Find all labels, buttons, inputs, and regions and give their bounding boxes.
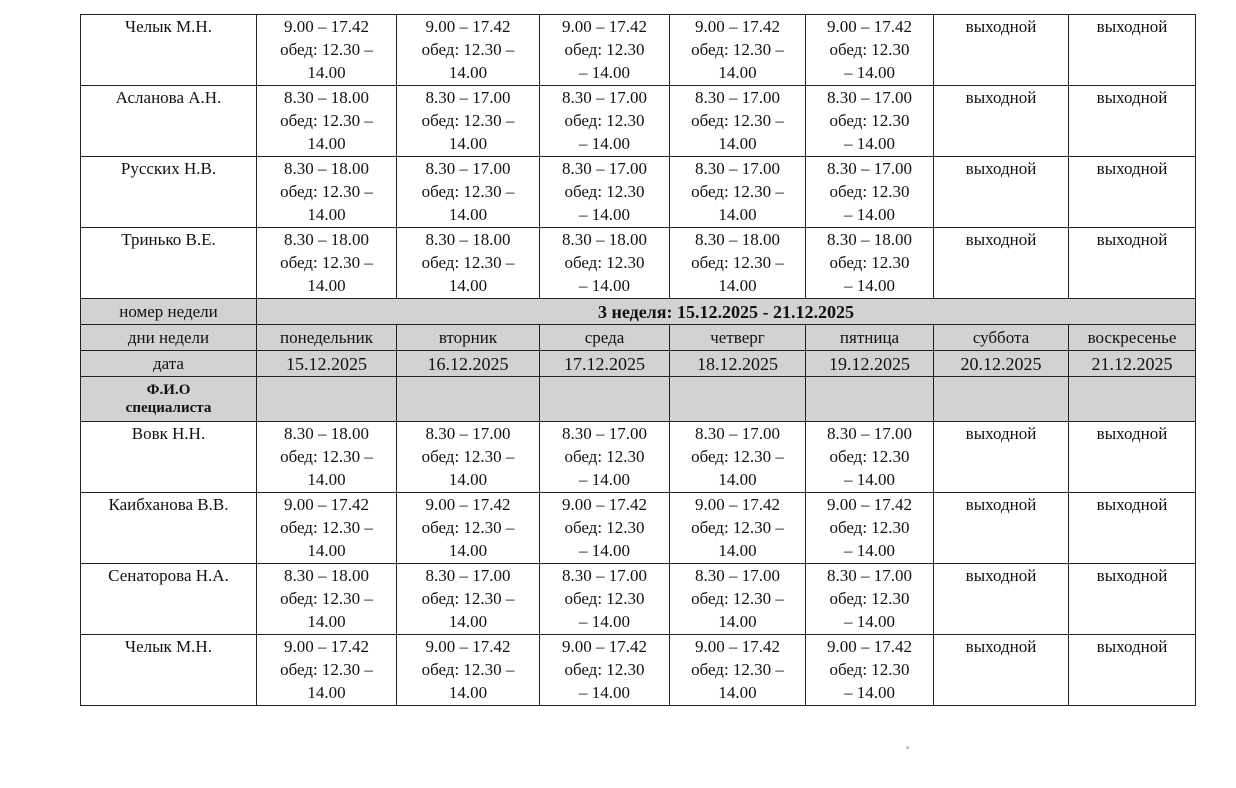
work-hours-line: 14.00 xyxy=(718,63,757,82)
work-hours-line: обед: 12.30 xyxy=(829,40,910,59)
work-hours-line: 8.30 – 17.00 xyxy=(827,566,912,585)
work-hours-cell xyxy=(540,228,670,299)
work-hours-line: 8.30 – 17.00 xyxy=(562,159,647,178)
work-hours-line: обед: 12.30 – xyxy=(280,447,373,466)
work-hours-line: обед: 12.30 – xyxy=(691,253,784,272)
work-hours-line: обед: 12.30 – xyxy=(691,182,784,201)
work-hours-line: обед: 12.30 – xyxy=(421,253,515,272)
date-friday: 19.12.2025 xyxy=(806,351,934,377)
work-hours-line: 14.00 xyxy=(718,205,757,224)
work-hours-cell xyxy=(806,635,934,706)
work-hours-line: обед: 12.30 – xyxy=(421,447,515,466)
work-hours-line: обед: 12.30 xyxy=(829,111,910,130)
work-hours-cell xyxy=(670,422,806,493)
work-hours-line: обед: 12.30 – xyxy=(421,40,515,59)
work-hours-line: 8.30 – 17.00 xyxy=(695,88,780,107)
fio-header-line1: Ф.И.О xyxy=(146,382,191,398)
date-tuesday: 16.12.2025 xyxy=(397,351,540,377)
work-hours-line: 9.00 – 17.42 xyxy=(425,637,511,656)
work-hours-line: 14.00 xyxy=(448,205,488,224)
work-hours-line: 14.00 xyxy=(448,683,488,702)
work-hours-cell xyxy=(397,228,540,299)
work-hours-line: 8.30 – 17.00 xyxy=(425,159,511,178)
week-header xyxy=(81,299,1196,422)
work-hours-line: 8.30 – 17.00 xyxy=(562,88,647,107)
employee-row xyxy=(81,86,1196,157)
work-hours-cell xyxy=(806,86,934,157)
work-hours-line: 8.30 – 17.00 xyxy=(827,424,912,443)
work-hours-line: обед: 12.30 – xyxy=(280,660,373,679)
work-hours-cell xyxy=(397,422,540,493)
work-hours-line: обед: 12.30 xyxy=(564,253,645,272)
work-hours-line: – 14.00 xyxy=(844,134,895,153)
day-off-cell: выходной xyxy=(1069,15,1196,86)
day-off-cell: выходной xyxy=(1069,493,1196,564)
work-hours-cell xyxy=(806,228,934,299)
work-hours-line: 14.00 xyxy=(718,612,757,631)
day-name-wednesday: среда xyxy=(540,325,670,351)
work-hours-cell xyxy=(397,493,540,564)
work-hours-line: обед: 12.30 – xyxy=(280,518,373,537)
date-saturday: 20.12.2025 xyxy=(934,351,1069,377)
work-hours-line: обед: 12.30 – xyxy=(691,111,784,130)
fio-blank-cell xyxy=(806,377,934,422)
work-hours-line: 14.00 xyxy=(448,134,488,153)
day-off-cell: выходной xyxy=(934,564,1069,635)
work-hours-line: 8.30 – 17.00 xyxy=(425,424,511,443)
work-hours-line: обед: 12.30 xyxy=(564,182,645,201)
day-off-cell: выходной xyxy=(1069,564,1196,635)
work-hours-line: обед: 12.30 xyxy=(829,660,910,679)
work-hours-line: – 14.00 xyxy=(579,470,630,489)
work-hours-line: – 14.00 xyxy=(844,683,895,702)
work-hours-line: обед: 12.30 xyxy=(829,253,910,272)
work-hours-line: 14.00 xyxy=(307,134,346,153)
employee-name: Асланова А.Н. xyxy=(81,86,257,157)
work-hours-line: 9.00 – 17.42 xyxy=(827,637,912,656)
work-hours-line: 14.00 xyxy=(718,470,757,489)
fio-blank-cell xyxy=(540,377,670,422)
date-monday: 15.12.2025 xyxy=(257,351,397,377)
work-hours-cell xyxy=(540,564,670,635)
work-hours-line: – 14.00 xyxy=(844,612,895,631)
fio-blank-cell xyxy=(934,377,1069,422)
work-hours-cell xyxy=(257,422,397,493)
work-hours-line: 8.30 – 17.00 xyxy=(695,159,780,178)
employee-row xyxy=(81,635,1196,706)
work-hours-line: обед: 12.30 – xyxy=(691,589,784,608)
employee-name: Челык М.Н. xyxy=(81,635,257,706)
day-off-cell: выходной xyxy=(1069,157,1196,228)
work-hours-line: – 14.00 xyxy=(579,683,630,702)
work-hours-cell xyxy=(257,86,397,157)
schedule-sheet xyxy=(80,14,1195,706)
employee-row xyxy=(81,422,1196,493)
work-hours-line: 14.00 xyxy=(307,276,346,295)
day-name-monday: понедельник xyxy=(257,325,397,351)
work-hours-line: обед: 12.30 xyxy=(564,447,645,466)
work-hours-cell xyxy=(257,564,397,635)
day-off-cell: выходной xyxy=(1069,422,1196,493)
date-wednesday: 17.12.2025 xyxy=(540,351,670,377)
employee-name: Русских Н.В. xyxy=(81,157,257,228)
work-hours-cell xyxy=(670,157,806,228)
work-hours-line: обед: 12.30 – xyxy=(421,518,515,537)
work-hours-line: 14.00 xyxy=(307,470,346,489)
work-hours-line: 14.00 xyxy=(307,612,346,631)
date-thursday: 18.12.2025 xyxy=(670,351,806,377)
work-hours-cell xyxy=(397,564,540,635)
work-hours-line: 14.00 xyxy=(448,612,488,631)
employee-name: Каибханова В.В. xyxy=(81,493,257,564)
work-hours-line: 8.30 – 17.00 xyxy=(695,566,780,585)
work-hours-line: – 14.00 xyxy=(579,63,630,82)
work-hours-line: 14.00 xyxy=(448,276,488,295)
work-hours-line: 9.00 – 17.42 xyxy=(827,17,912,36)
work-hours-line: обед: 12.30 xyxy=(829,518,910,537)
work-hours-line: обед: 12.30 – xyxy=(691,660,784,679)
day-off-cell: выходной xyxy=(934,86,1069,157)
work-hours-line: 9.00 – 17.42 xyxy=(562,17,647,36)
day-off-cell: выходной xyxy=(934,422,1069,493)
work-hours-line: 8.30 – 17.00 xyxy=(827,88,912,107)
work-hours-line: 8.30 – 18.00 xyxy=(695,230,780,249)
scan-speck xyxy=(906,746,909,749)
fio-blank-cell xyxy=(1069,377,1196,422)
work-hours-cell xyxy=(257,157,397,228)
employee-name: Челык М.Н. xyxy=(81,15,257,86)
fio-blank-cell xyxy=(670,377,806,422)
work-hours-line: 8.30 – 18.00 xyxy=(284,566,369,585)
employee-row xyxy=(81,228,1196,299)
work-hours-cell xyxy=(540,635,670,706)
work-hours-line: 9.00 – 17.42 xyxy=(284,637,369,656)
work-hours-cell xyxy=(397,86,540,157)
employee-name: Вовк Н.Н. xyxy=(81,422,257,493)
work-hours-line: – 14.00 xyxy=(579,541,630,560)
work-hours-cell xyxy=(806,493,934,564)
fio-blank-cell xyxy=(257,377,397,422)
date-label: дата xyxy=(81,351,257,377)
work-hours-line: обед: 12.30 – xyxy=(280,111,373,130)
work-hours-line: 14.00 xyxy=(448,541,488,560)
employee-row xyxy=(81,493,1196,564)
work-hours-line: 8.30 – 18.00 xyxy=(284,159,369,178)
work-hours-line: – 14.00 xyxy=(844,63,895,82)
work-hours-line: 8.30 – 17.00 xyxy=(562,566,647,585)
weekdays-label: дни недели xyxy=(81,325,257,351)
work-hours-cell xyxy=(670,228,806,299)
work-hours-line: 9.00 – 17.42 xyxy=(827,495,912,514)
work-hours-line: – 14.00 xyxy=(844,541,895,560)
top-employee-rows xyxy=(81,15,1196,299)
work-hours-line: 8.30 – 18.00 xyxy=(562,230,647,249)
work-hours-line: обед: 12.30 – xyxy=(691,40,784,59)
work-hours-line: 14.00 xyxy=(307,205,346,224)
work-hours-line: 8.30 – 17.00 xyxy=(695,424,780,443)
employee-row xyxy=(81,15,1196,86)
work-hours-cell xyxy=(540,15,670,86)
work-hours-cell xyxy=(257,635,397,706)
work-hours-line: 9.00 – 17.42 xyxy=(562,637,647,656)
work-hours-cell xyxy=(257,228,397,299)
work-hours-cell xyxy=(540,422,670,493)
work-hours-line: обед: 12.30 xyxy=(564,111,645,130)
work-hours-line: 9.00 – 17.42 xyxy=(695,637,780,656)
work-hours-line: обед: 12.30 xyxy=(829,447,910,466)
work-hours-line: обед: 12.30 – xyxy=(421,182,515,201)
work-hours-line: 8.30 – 17.00 xyxy=(425,88,511,107)
work-hours-line: 9.00 – 17.42 xyxy=(695,17,780,36)
work-hours-cell xyxy=(806,157,934,228)
work-hours-cell xyxy=(540,157,670,228)
work-hours-line: – 14.00 xyxy=(579,205,630,224)
work-hours-line: – 14.00 xyxy=(579,134,630,153)
work-hours-line: обед: 12.30 xyxy=(564,660,645,679)
fio-header xyxy=(81,377,257,422)
work-hours-cell xyxy=(670,564,806,635)
work-hours-line: обед: 12.30 – xyxy=(280,40,373,59)
work-hours-line: 14.00 xyxy=(448,63,488,82)
week-number-label: номер недели xyxy=(81,299,257,325)
work-hours-cell xyxy=(670,493,806,564)
work-hours-cell xyxy=(397,157,540,228)
day-off-cell: выходной xyxy=(934,228,1069,299)
work-hours-line: обед: 12.30 xyxy=(829,589,910,608)
work-hours-line: обед: 12.30 – xyxy=(280,253,373,272)
work-hours-cell xyxy=(397,635,540,706)
work-hours-cell xyxy=(397,15,540,86)
employee-row xyxy=(81,157,1196,228)
work-hours-cell xyxy=(670,15,806,86)
work-hours-line: обед: 12.30 xyxy=(829,182,910,201)
work-hours-line: 8.30 – 17.00 xyxy=(827,159,912,178)
employee-row xyxy=(81,564,1196,635)
work-hours-line: 8.30 – 18.00 xyxy=(284,424,369,443)
work-hours-line: 14.00 xyxy=(718,276,757,295)
day-name-thursday: четверг xyxy=(670,325,806,351)
work-hours-line: – 14.00 xyxy=(579,276,630,295)
work-hours-line: 9.00 – 17.42 xyxy=(562,495,647,514)
work-hours-line: обед: 12.30 xyxy=(564,589,645,608)
work-hours-line: 9.00 – 17.42 xyxy=(425,17,511,36)
work-hours-line: обед: 12.30 xyxy=(564,40,645,59)
work-hours-line: – 14.00 xyxy=(844,276,895,295)
work-hours-line: обед: 12.30 – xyxy=(421,660,515,679)
bottom-employee-rows xyxy=(81,422,1196,706)
work-hours-line: 8.30 – 18.00 xyxy=(284,88,369,107)
week-title: 3 неделя: 15.12.2025 - 21.12.2025 xyxy=(257,299,1196,325)
work-hours-line: обед: 12.30 – xyxy=(421,111,515,130)
work-hours-line: 14.00 xyxy=(307,63,346,82)
work-hours-line: 14.00 xyxy=(307,683,346,702)
day-name-friday: пятница xyxy=(806,325,934,351)
work-hours-line: 14.00 xyxy=(448,470,488,489)
work-hours-cell xyxy=(806,564,934,635)
work-hours-cell xyxy=(257,493,397,564)
work-hours-line: 8.30 – 18.00 xyxy=(425,230,511,249)
work-hours-line: 8.30 – 17.00 xyxy=(562,424,647,443)
day-name-tuesday: вторник xyxy=(397,325,540,351)
fio-header-line2: специалиста xyxy=(125,400,212,416)
work-hours-line: 8.30 – 18.00 xyxy=(827,230,912,249)
day-off-cell: выходной xyxy=(1069,635,1196,706)
work-hours-cell xyxy=(670,86,806,157)
work-hours-cell xyxy=(806,15,934,86)
day-off-cell: выходной xyxy=(934,635,1069,706)
work-hours-line: обед: 12.30 – xyxy=(280,589,373,608)
work-hours-line: обед: 12.30 – xyxy=(691,447,784,466)
work-hours-line: – 14.00 xyxy=(844,470,895,489)
work-hours-line: 9.00 – 17.42 xyxy=(284,495,369,514)
work-hours-line: 9.00 – 17.42 xyxy=(695,495,780,514)
work-hours-line: обед: 12.30 xyxy=(564,518,645,537)
day-off-cell: выходной xyxy=(934,157,1069,228)
work-hours-line: обед: 12.30 – xyxy=(280,182,373,201)
work-hours-line: 14.00 xyxy=(718,541,757,560)
work-hours-cell xyxy=(806,422,934,493)
work-hours-cell xyxy=(670,635,806,706)
date-sunday: 21.12.2025 xyxy=(1069,351,1196,377)
work-hours-cell xyxy=(257,15,397,86)
work-hours-line: 14.00 xyxy=(718,134,757,153)
day-name-sunday: воскресенье xyxy=(1069,325,1196,351)
work-hours-cell xyxy=(540,86,670,157)
employee-name: Сенаторова Н.А. xyxy=(81,564,257,635)
work-hours-line: 14.00 xyxy=(718,683,757,702)
day-off-cell: выходной xyxy=(1069,228,1196,299)
work-hours-line: – 14.00 xyxy=(579,612,630,631)
fio-blank-cell xyxy=(397,377,540,422)
work-schedule-table xyxy=(80,14,1196,706)
work-hours-line: – 14.00 xyxy=(844,205,895,224)
day-off-cell: выходной xyxy=(934,493,1069,564)
work-hours-line: 9.00 – 17.42 xyxy=(425,495,511,514)
work-hours-line: 8.30 – 17.00 xyxy=(425,566,511,585)
work-hours-line: обед: 12.30 – xyxy=(691,518,784,537)
work-hours-cell xyxy=(540,493,670,564)
day-name-saturday: суббота xyxy=(934,325,1069,351)
day-off-cell: выходной xyxy=(934,15,1069,86)
work-hours-line: обед: 12.30 – xyxy=(421,589,515,608)
work-hours-line: 14.00 xyxy=(307,541,346,560)
work-hours-line: 8.30 – 18.00 xyxy=(284,230,369,249)
employee-name: Тринько В.Е. xyxy=(81,228,257,299)
day-off-cell: выходной xyxy=(1069,86,1196,157)
work-hours-line: 9.00 – 17.42 xyxy=(284,17,369,36)
